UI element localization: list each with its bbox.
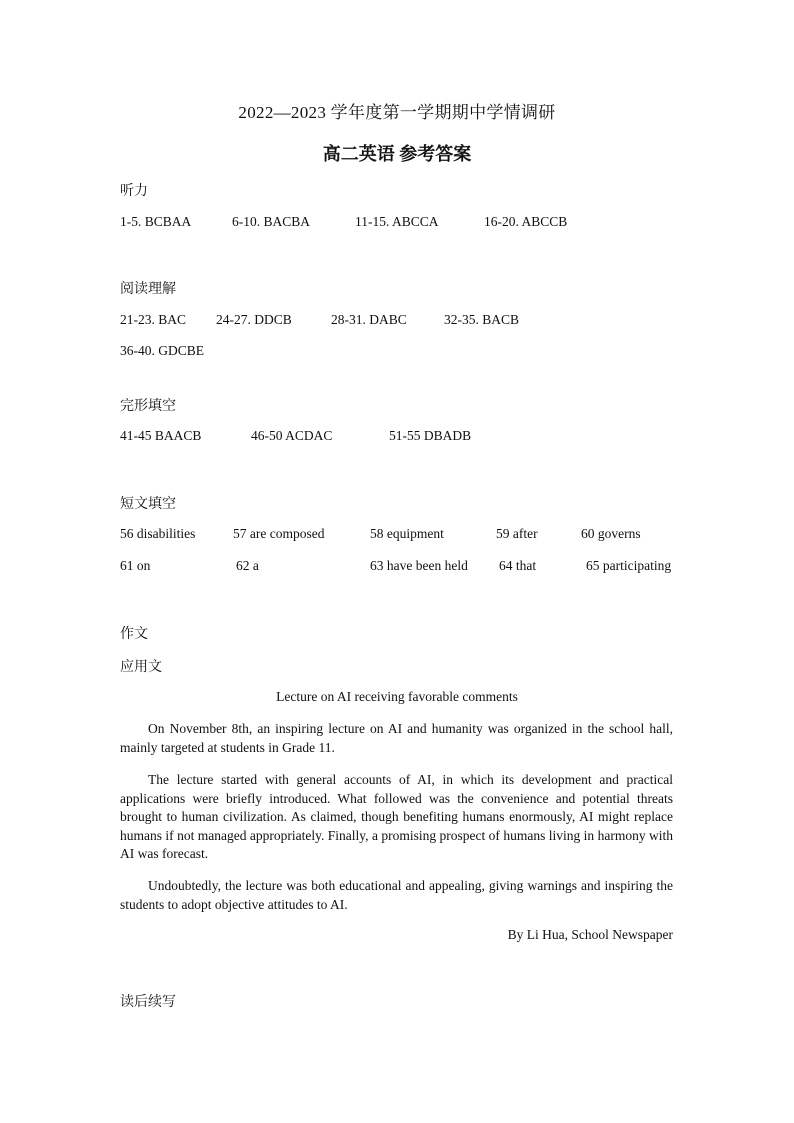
document-subtitle: 高二英语 参考答案 <box>322 144 472 164</box>
essay-byline: By Li Hua, School Newspaper <box>507 927 673 942</box>
writing-heading: 作文 <box>120 627 148 642</box>
answer-item: 36-40. GDCBE <box>120 343 204 358</box>
answer-item: 46-50 ACDAC <box>251 428 333 443</box>
listening-heading: 听力 <box>120 184 148 199</box>
answer-item: 64 that <box>499 558 537 573</box>
grammar-answers-row <box>0 558 794 576</box>
answer-item: 62 a <box>236 558 259 573</box>
answer-item: 1-5. BCBAA <box>120 214 192 229</box>
listening-answers-row <box>0 214 794 232</box>
answer-item: 57 are composed <box>233 526 325 541</box>
answer-item: 61 on <box>120 558 151 573</box>
answer-item: 56 disabilities <box>120 526 196 541</box>
practical-writing-heading: 应用文 <box>120 660 162 675</box>
cloze-heading: 完形填空 <box>120 399 176 414</box>
answer-item: 24-27. DDCB <box>216 312 292 327</box>
continuation-writing-heading: 读后续写 <box>120 995 176 1010</box>
answer-item: 16-20. ABCCB <box>484 214 568 229</box>
answer-item: 63 have been held <box>370 558 468 573</box>
reading-heading: 阅读理解 <box>120 282 176 297</box>
answer-item: 59 after <box>496 526 538 541</box>
document-title: 2022—2023 学年度第一学期期中学情调研 <box>238 103 556 122</box>
essay-paragraph: The lecture started with general accounts of AI, in which its development and practical applications were briefly introduced. What followed was the convenience and potential threats brought to human civilization. As claimed, though benefiting humans enormously, AI might replace humans if not managed appropriately. Finally, a promising prospect of humans living in harmony with AI was forecast. <box>120 772 673 861</box>
answer-item: 58 equipment <box>370 526 444 541</box>
answer-item: 60 governs <box>581 526 641 541</box>
answer-item: 21-23. BAC <box>120 312 187 327</box>
answer-item: 6-10. BACBA <box>232 214 311 229</box>
answer-item: 51-55 DBADB <box>389 428 472 443</box>
answer-item: 32-35. BACB <box>444 312 520 327</box>
answer-item: 28-31. DABC <box>331 312 407 327</box>
answer-item: 65 participating <box>586 558 672 573</box>
answer-item: 41-45 BAACB <box>120 428 202 443</box>
essay-title: Lecture on AI receiving favorable comments <box>276 689 518 704</box>
cloze-answers-row <box>0 428 794 446</box>
grammar-answers-row <box>0 526 794 544</box>
grammar-fill-heading: 短文填空 <box>120 497 176 512</box>
essay-paragraph: Undoubtedly, the lecture was both educational and appealing, giving warnings and inspiring the students to adopt objective attitudes to AI. <box>120 878 673 912</box>
answer-item: 11-15. ABCCA <box>355 214 439 229</box>
essay-paragraph: On November 8th, an inspiring lecture on AI and humanity was organized in the school hall, mainly targeted at students in Grade 11. <box>120 721 673 755</box>
reading-answers-row <box>0 343 794 361</box>
reading-answers-row <box>0 312 794 330</box>
